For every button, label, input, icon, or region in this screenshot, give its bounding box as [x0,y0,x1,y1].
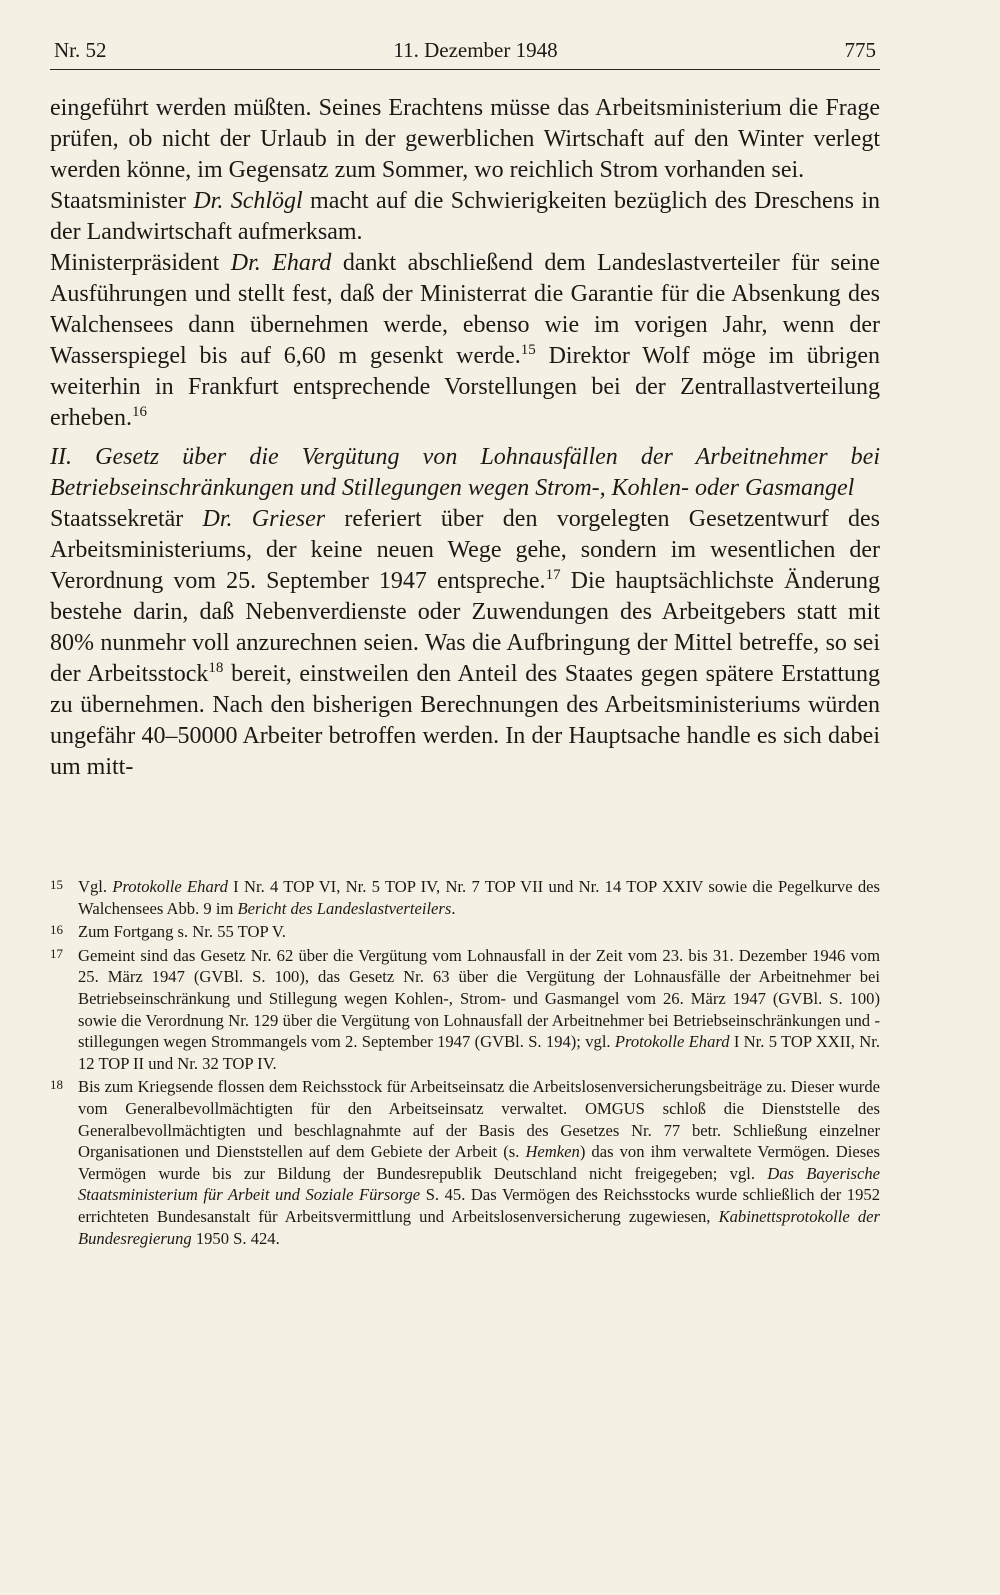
page-number: 775 [844,38,876,62]
footnote-number: 15 [50,877,63,892]
footnote-number: 16 [50,922,63,938]
session-date: 11. Dezember 1948 [393,38,558,62]
footnote-17: 17 Gemeint sind das Gesetz Nr. 62 über die Vergütung vom Lohnausfall in der Zeit vom 23. bis 31. Dezember 1946 vom 25. März 1947 (GVBl. S. 100), das Gesetz Nr. 63 über die Vergütung der Lohnausfälle der Arbeitnehmer bei Betriebseinschränkung und Stillegung wegen Kohlen-, Strom- und Gasmangel vom 26. März 1947 (GVBl. S. 100) sowie die Verordnung Nr. 129 über die Vergütung von Lohnausfall der Arbeitnehmer bei Betriebseinschränkungen und -stillegungen wegen Strommangels vom 2. September 1947 (GVBl. S. 194); vgl. Protokolle Ehard I Nr. 5 TOP XXII, Nr. 12 TOP II und Nr. 32 TOP IV. [50,945,881,1073]
paragraph-1: eingeführt werden müßten. Seines Erachtens müsse das Arbeitsministerium die Frage prüfen, ob nicht der Urlaub in der gewerblichen Wirtschaft auf den Winter verlegt werden könne, im Gegensatz zum Sommer, wo reichlich Strom vorhanden sei. [50,95,880,183]
footnote-16: 16 Zum Fortgang s. Nr. 55 TOP V. [50,922,286,942]
footnotes [50,876,880,1249]
main-text [50,93,880,783]
agenda-item-heading: II. Gesetz über die Vergütung von Lohnausfällen der Arbeitnehmer bei Betriebseinschränkungen und Stillegungen wegen Strom-, Kohlen- oder Gasmangel [50,444,880,501]
footnote-ref[interactable]: 17 [545,567,561,583]
speaker-name: Dr. Schlögl [193,188,303,214]
footnote-18: 18 Bis zum Kriegsende flossen dem Reichsstock für Arbeitseinsatz die Arbeitslosenversicherungsbeiträge zu. Dieser wurde vom Generalbevollmächtigten für den Arbeitseinsatz verwaltet. OMGUS schloß die Dienststelle des Generalbevollmächtigten und beschlagnahmte auf der Basis des Gesetzes Nr. 77 betr. Schließung einzelner Organisationen und Dienststellen auf dem Gebiete der Arbeit (s. Hemken) das von ihm verwaltete Vermögen. Dieses Vermögen wurde bis zur Bildung der Bundesrepublik Deutschland nicht freigegeben; vgl. Das Bayerische Staatsministerium für Arbeit und Soziale Fürsorge S. 45. Das Vermögen des Reichsstocks wurde schließlich der 1952 errichteten Bundesanstalt für Arbeitsvermittlung und Arbeitslosenversicherung zugewiesen, Kabinettsprotokolle der Bundesregierung 1950 S. 424. [50,1077,881,1248]
footnote-ref[interactable]: 18 [208,660,224,676]
footnote-15: 15 Vgl. Protokolle Ehard I Nr. 4 TOP VI, Nr. 5 TOP IV, Nr. 7 TOP VII und Nr. 14 TOP XXIV sowie die Pegelkurve des Walchensees Abb. 9 im Bericht des Landeslastverteilers. [50,877,880,918]
speaker-name: Dr. Grieser [202,506,326,532]
paragraph-2: Staatsminister Dr. Schlögl macht auf die Schwierigkeiten bezüglich des Dreschens in der Landwirtschaft aufmerksam. [50,188,881,245]
document-page [50,38,880,1251]
speaker-name: Dr. Ehard [230,250,332,276]
running-header [50,38,880,70]
footnote-ref[interactable]: 16 [131,404,147,420]
document-number: Nr. 52 [54,38,107,62]
footnote-number: 18 [50,1077,63,1093]
footnote-ref[interactable]: 15 [520,342,536,358]
footnote-number: 17 [50,945,63,961]
paragraph-3: Ministerpräsident Dr. Ehard dankt abschließend dem Landeslastverteiler für seine Ausführungen und stellt fest, daß der Ministerrat die Garantie für die Absenkung des Walchensees dann übernehmen werde, ebenso wie im vorigen Jahr, wenn der Wasserspiegel bis auf 6,60 m gesenkt werde.$^{15}$ Direktor Wolf möge im übrigen weiterhin in Frankfurt entsprechende Vorstellungen bei der Zentrallastverteilung erheben.$^{16}$ [50,250,881,431]
paragraph-4: Staatssekretär Dr. Grieser referiert über den vorgelegten Gesetzentwurf des Arbeitsministeriums, der keine neuen Wege gehe, sondern im wesentlichen der Verordnung vom 25. September 1947 entspreche.$^{17}$ Die hauptsächlichste Änderung bestehe darin, daß Nebenverdienste oder Zuwendungen des Arbeitgebers statt mit 80% nunmehr voll anzurechnen seien. Was die Aufbringung der Mittel betreffe, so sei der Arbeitsstock$^{18}$ bereit, einstweilen den Anteil des Staates gegen spätere Erstattung zu übernehmen. Nach den bisherigen Berechnungen des Arbeitsministeriums würden ungefähr 40–50000 Arbeiter betroffen werden. In der Hauptsache handle es sich dabei um mitt- [50,506,881,780]
